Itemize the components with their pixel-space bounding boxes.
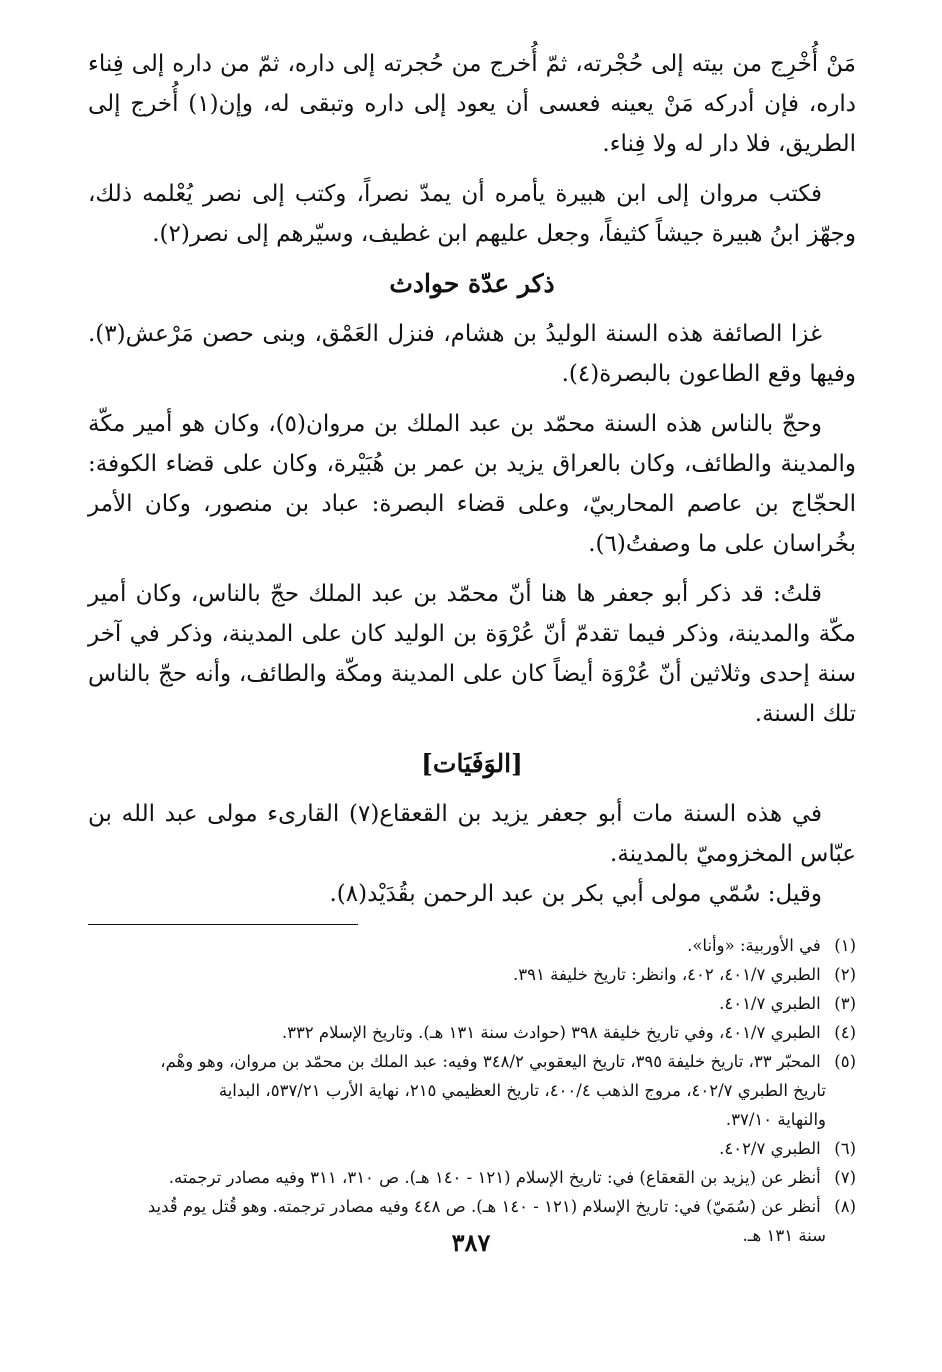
footnote-2: (٢) الطبري ٤٠١/٧، ٤٠٢، وانظر: تاريخ خليفة ٣٩١.	[513, 965, 856, 984]
paragraph-2: فكتب مروان إلى ابن هبيرة يأمره أن يمدّ نصراً، وكتب إلى نصر يُعْلمه ذلك، وجهّز ابنُ هبيرة جيشاً كثيفاً، وجعل عليهم ابن غطيف، وسيّرهم إلى نصر(٢).	[88, 181, 856, 247]
footnote-1: (١) في الأوربية: «وأنا».	[687, 936, 856, 955]
paragraph-6: في هذه السنة مات أبو جعفر يزيد بن القعقاع(٧) القارىء مولى عبد الله بن عبّاس المخزوميّ بالمدينة.	[88, 801, 856, 867]
footnote-3: (٣) الطبري ٤٠١/٧.	[719, 994, 856, 1013]
section-heading-events: ذكر عدّة حوادث	[389, 269, 555, 298]
paragraph-7: وقيل: سُمّي مولى أبي بكر بن عبد الرحمن بقُدَيْد(٨).	[329, 881, 822, 907]
paragraph-1: مَنْ أُخْرِج من بيته إلى حُجْرته، ثمّ أُخرج من حُجرته إلى داره، ثمّ من داره إلى فِناء داره، فإن أدركه مَنْ يعينه فعسى أن يعود إلى داره وتبقى له، وإن(١) أُخرج إلى الطريق، فلا دار له ولا فِناء.	[88, 51, 857, 157]
footnote-5: (٥) المحبّر ٣٣، تاريخ خليفة ٣٩٥، تاريخ اليعقوبي ٣٤٨/٢ وفيه: عبد الملك بن محمّد بن مروان، وهو وهْم،	[160, 1052, 856, 1071]
page-number: ٣٨٧	[451, 1228, 491, 1257]
paragraph-5: قلتُ: قد ذكر أبو جعفر ها هنا أنّ محمّد بن عبد الملك حجّ بالناس، وكان أمير مكّة والمدينة، وذكر فيما تقدمّ أنّ عُرْوَة بن الوليد كان على المدينة، وذكر في آخر سنة إحدى وثلاثين أنّ عُرْوَة أيضاً كان على المدينة ومكّة والطائف، وأنه حجّ بالناس تلك السنة.	[88, 581, 856, 727]
footnote-8: (٨) أنظر عن (سُمَيّ) في: تاريخ الإسلام (١٢١ - ١٤٠ هـ). ص ٤٤٨ وفيه مصادر ترجمته. وهو قُتل يوم قُديد	[147, 1197, 856, 1216]
section-heading-deaths: [الوَفَيَات]	[421, 749, 523, 778]
footnote-5-line-2: تاريخ الطبري ٤٠٢/٧، مروج الذهب ٤٠٠/٤، تاريخ العظيمي ٢١٥، نهاية الأرب ٥٣٧/٢١، البداية	[218, 1081, 826, 1100]
footnote-8-line-2: سنة ١٣١ هـ.	[742, 1226, 826, 1245]
footnotes	[88, 931, 856, 1250]
footnote-4: (٤) الطبري ٤٠١/٧، وفي تاريخ خليفة ٣٩٨ (حوادث سنة ١٣١ هـ). وتاريخ الإسلام ٣٣٢.	[281, 1023, 856, 1042]
footnote-5-line-3: والنهاية ٣٧/١٠.	[725, 1110, 826, 1129]
footnote-7: (٧) أنظر عن (يزيد بن القعقاع) في: تاريخ الإسلام (١٢١ - ١٤٠ هـ). ص ٣١٠، ٣١١ وفيه مصادر ترجمته.	[168, 1168, 856, 1187]
paragraph-3: غزا الصائفة هذه السنة الوليدُ بن هشام، فنزل العَمْق، وبنى حصن مَرْعش(٣). وفيها وقع الطاعون بالبصرة(٤).	[88, 321, 856, 387]
footnote-6: (٦) الطبري ٤٠٢/٧.	[719, 1139, 856, 1158]
footnote-separator	[88, 924, 358, 925]
paragraph-4: وحجّ بالناس هذه السنة محمّد بن عبد الملك بن مروان(٥)، وكان هو أمير مكّة والمدينة والطائف، وكان بالعراق يزيد بن عمر بن هُبَيْرة، وكان على قضاء الكوفة: الحجّاج بن عاصم المحاربيّ، وعلى قضاء البصرة: عباد بن منصور، وكان الأمر بخُراسان على ما وصفتُ(٦).	[88, 411, 856, 557]
